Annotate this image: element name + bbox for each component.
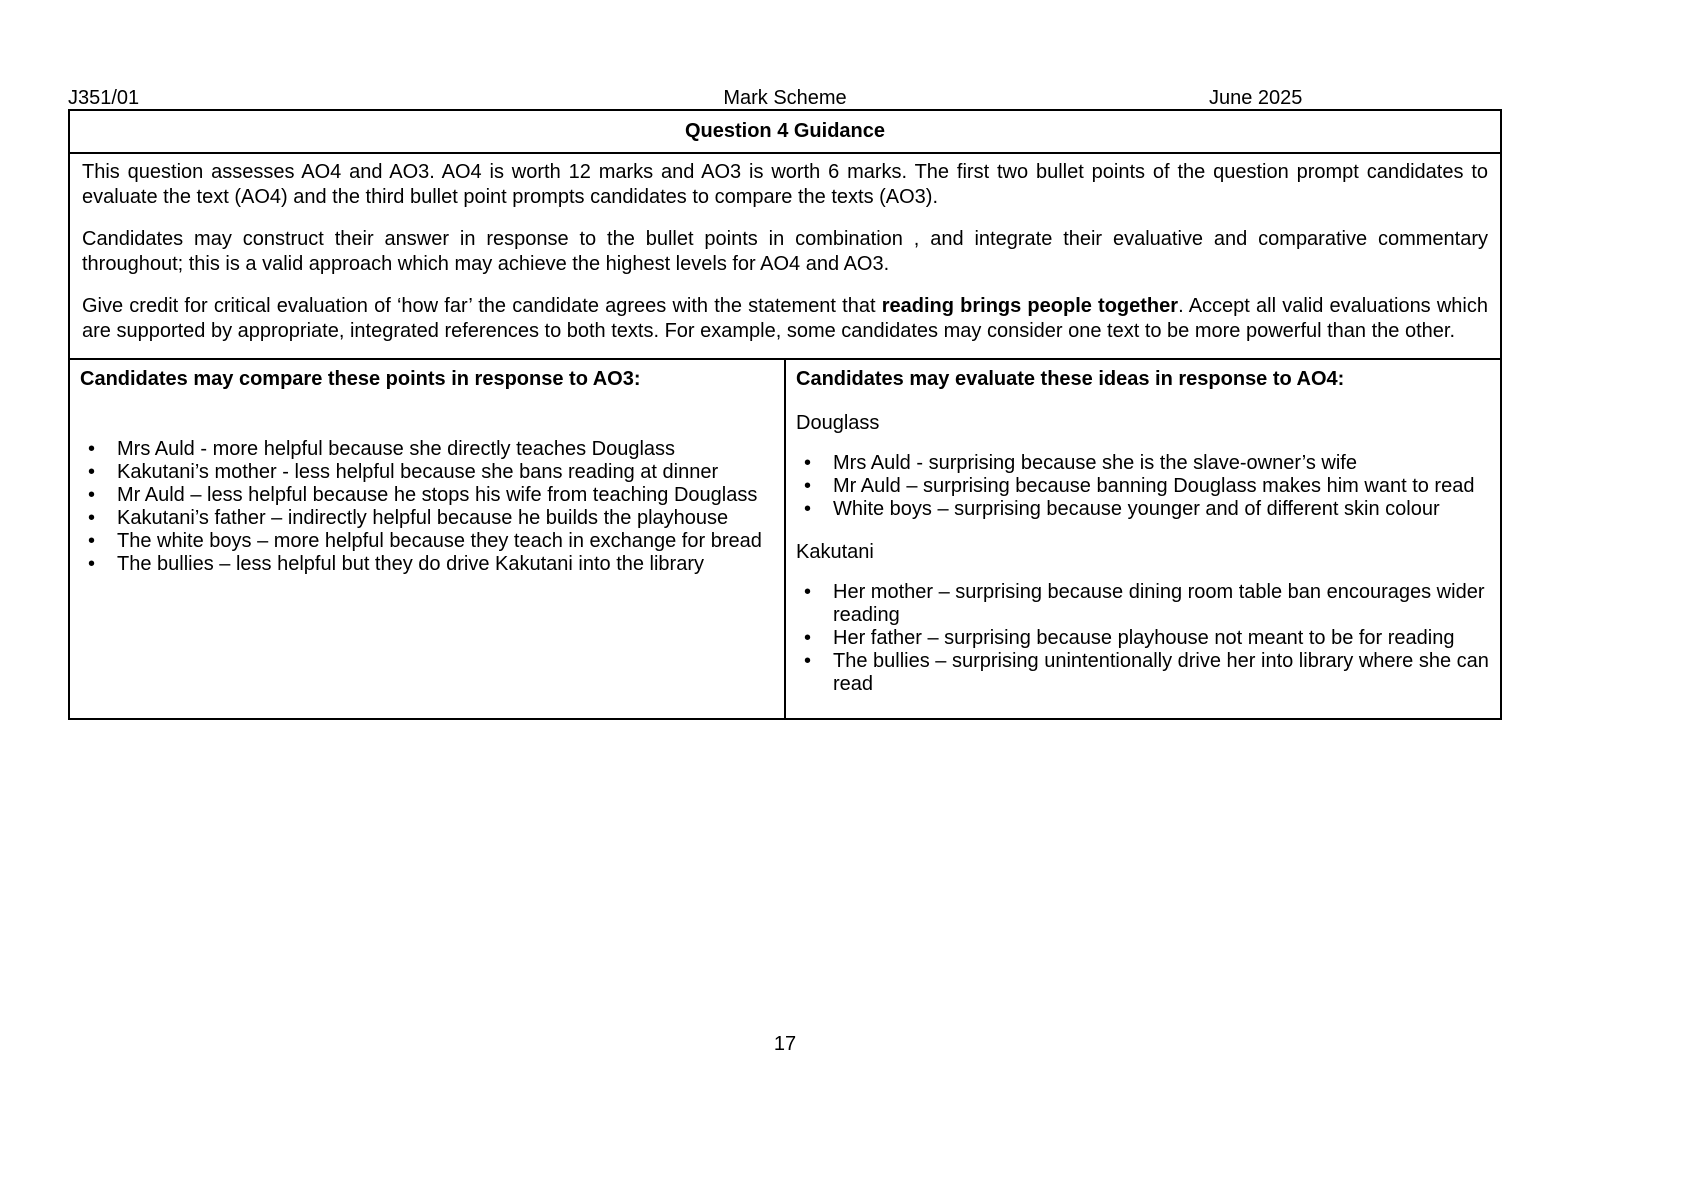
ao4-subheading-douglass: Douglass	[796, 412, 880, 434]
ao4-douglass-bullet-1: • Mrs Auld - surprising because she is the slave-owner’s wife	[796, 452, 1490, 475]
ao4-douglass-bullet-3: • White boys – surprising because younger and of different skin colour	[796, 498, 1490, 521]
ao3-bullet-5: • The white boys – more helpful because they teach in exchange for bread	[80, 530, 774, 553]
guidance-title: Question 4 Guidance	[69, 110, 1501, 153]
ao4-douglass-bullet-2: • Mr Auld – surprising because banning Douglass makes him want to read	[796, 475, 1490, 498]
ao4-kakutani-bullet-3: • The bullies – surprising unintentionally drive her into library where she can read	[796, 650, 1490, 696]
page-header	[68, 87, 1502, 109]
ao3-bullet-3: • Mr Auld – less helpful because he stops his wife from teaching Douglass	[80, 484, 774, 507]
ao4-kakutani-bullet-2: • Her father – surprising because playhouse not meant to be for reading	[796, 627, 1490, 650]
guidance-intro-row	[69, 153, 1501, 359]
ao3-heading: Candidates may compare these points in response to AO3:	[80, 368, 641, 390]
ao3-bullet-list	[80, 438, 774, 576]
intro-paragraph-3-bold: reading brings people together	[881, 295, 1179, 317]
ao3-bullet-1: • Mrs Auld - more helpful because she directly teaches Douglass	[80, 438, 774, 461]
ao4-subheading-kakutani: Kakutani	[796, 541, 874, 563]
guidance-table	[68, 109, 1502, 720]
guidance-intro-cell	[69, 153, 1501, 359]
document-title: Mark Scheme	[723, 87, 847, 109]
guidance-columns-row	[69, 359, 1501, 719]
guidance-title-row	[69, 110, 1501, 153]
document-date: June 2025	[1209, 87, 1303, 109]
ao3-bullet-6: • The bullies – less helpful but they do drive Kakutani into the library	[80, 553, 774, 576]
intro-paragraph-3-pre: Give credit for critical evaluation of ‘how far’ the candidate agrees with the statement that	[82, 295, 882, 317]
intro-paragraph-3-post: . Accept all valid evaluations which are supported by appropriate, integrated references to both texts. For example, some candidates may consider one text to be more powerful than the other.	[82, 295, 1488, 342]
ao4-douglass-bullet-list	[796, 452, 1490, 521]
intro-paragraph-3	[82, 294, 1488, 344]
ao3-column	[69, 359, 785, 719]
page-footer	[68, 1033, 1502, 1056]
ao4-column	[785, 359, 1501, 719]
intro-paragraph-1: This question assesses AO4 and AO3. AO4 is worth 12 marks and AO3 is worth 6 marks. The first two bullet points of the question prompt candidates to evaluate the text (AO4) and the third bullet point prompts candidates to compare the texts (AO3).	[82, 161, 1488, 208]
intro-paragraph-2: Candidates may construct their answer in response to the bullet points in combination , and integrate their evaluative and comparative commentary throughout; this is a valid approach which may achieve the highest levels for AO4 and AO3.	[82, 228, 1488, 275]
page-number: 17	[773, 1033, 797, 1055]
ao3-bullet-4: • Kakutani’s father – indirectly helpful because he builds the playhouse	[80, 507, 774, 530]
ao3-bullet-2: • Kakutani’s mother - less helpful because she bans reading at dinner	[80, 461, 774, 484]
ao4-kakutani-bullet-list	[796, 581, 1490, 696]
ao4-kakutani-bullet-1: • Her mother – surprising because dining room table ban encourages wider reading	[796, 581, 1490, 627]
ao4-heading: Candidates may evaluate these ideas in response to AO4:	[796, 368, 1345, 390]
document-reference: J351/01	[68, 87, 140, 109]
